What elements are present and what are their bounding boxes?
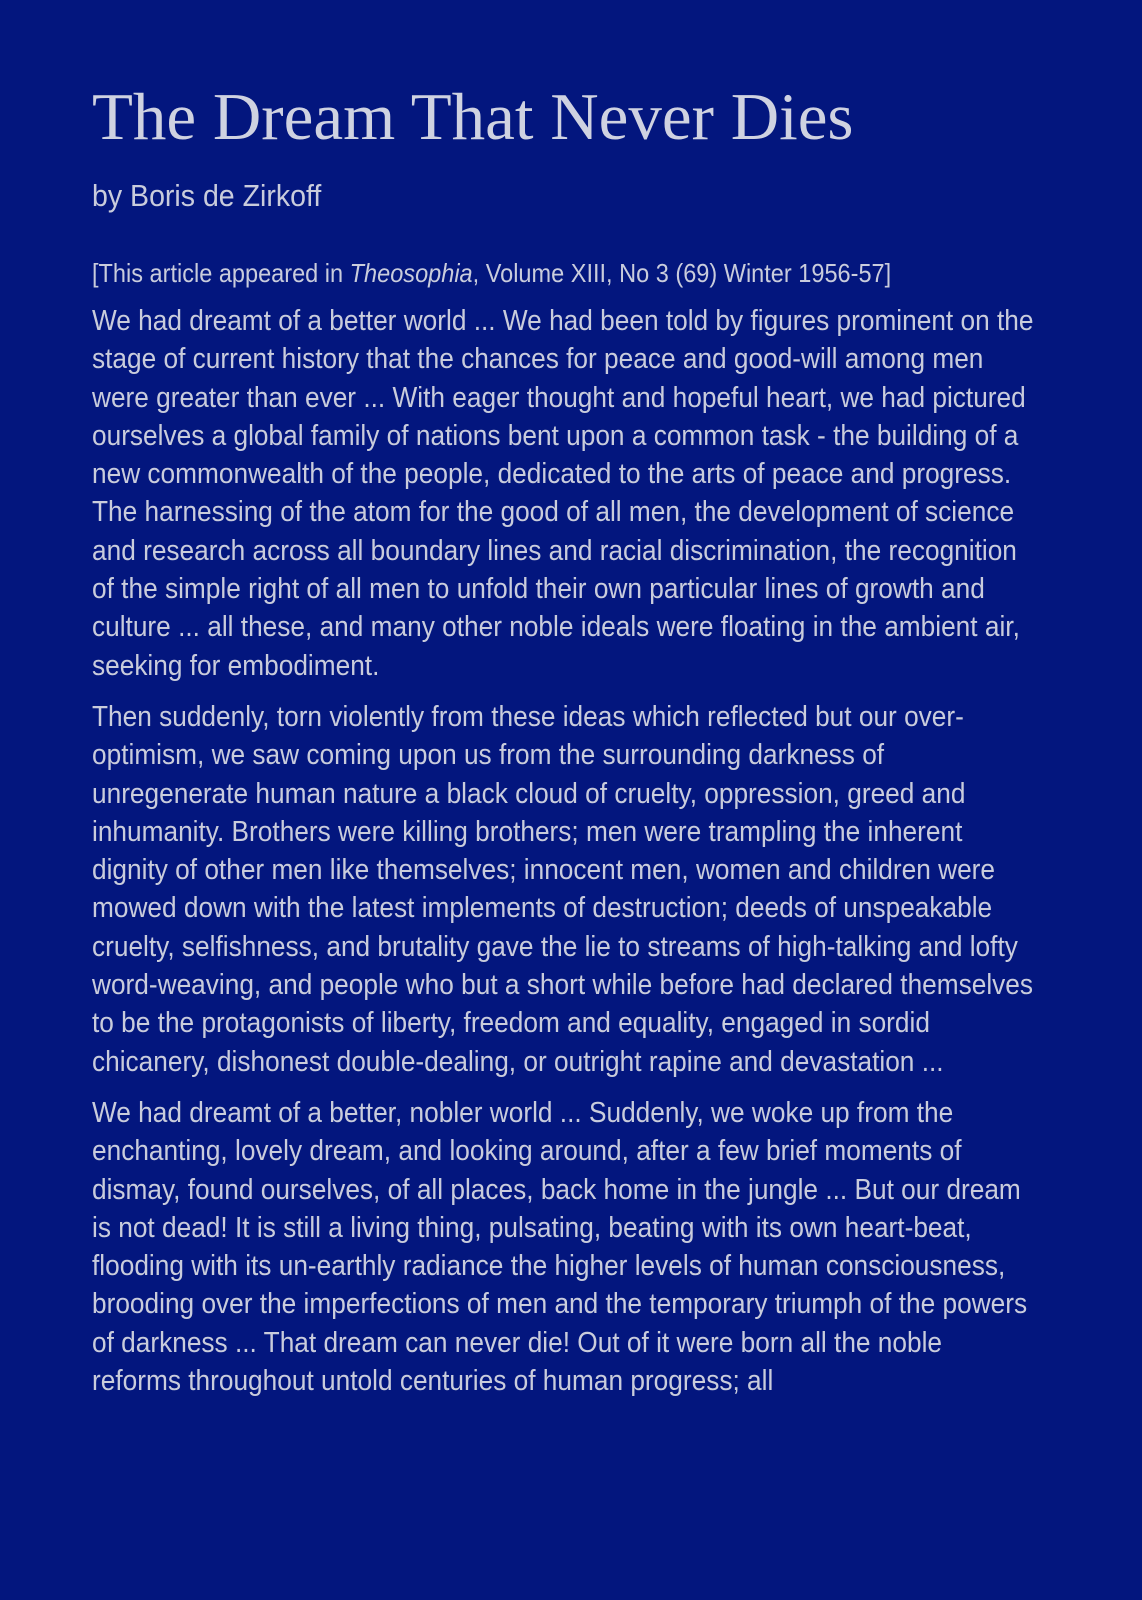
- publication-note: [92, 256, 997, 290]
- publication-name: Theosophia: [349, 258, 473, 288]
- paragraph-2: Then suddenly, torn violently from these ideas which reflected but our over-optimism, we saw coming upon us from the surrounding darkness of unregenerate human nature a black cloud of cruelty, oppression, greed and inhumanity. Brothers were killing brothers; men were trampling the inherent dignity of other men like themselves; innocent men, women and children were mowed down with the latest implements of destruction; deeds of unspeakable cruelty, selfishness, and brutality gave the lie to streams of high-talking and lofty word-weaving, and people who but a short while before had declared themselves to be the protagonists of liberty, freedom and equality, engaged in sordid chicanery, dishonest double-dealing, or outright rapine and devastation ...: [92, 700, 1034, 1078]
- article-title: The Dream That Never Dies: [92, 80, 854, 154]
- paragraph-1: We had dreamt of a better world ... We had been told by figures prominent on the stage of current history that the chances for peace and good-will among men were greater than ever ... With eager thought and hopeful heart, we had pictured ourselves a global family of nations bent upon a common task - the building of a new commonwealth of the people, dedicated to the arts of peace and progress. The harnessing of the atom for the good of all men, the development of science and research across all boundary lines and racial discrimination, the recognition of the simple right of all men to unfold their own particular lines of growth and culture ... all these, and many other noble ideals were floating in the ambient air, seeking for embodiment.: [92, 305, 1034, 682]
- publication-note-prefix: [This article appeared in: [92, 258, 350, 288]
- publication-note-suffix: , Volume XIII, No 3 (69) Winter 1956-57]: [472, 258, 892, 288]
- paragraph-3: We had dreamt of a better, nobler world ... Suddenly, we woke up from the enchanting, lovely dream, and looking around, after a few brief moments of dismay, found ourselves, of all places, back home in the jungle ... But our dream is not dead! It is still a living thing, pulsating, beating with its own heart-beat, flooding with its un-earthly radiance the higher levels of human consciousness, brooding over the imperfections of men and the temporary triumph of the powers of darkness ... That dream can never die! Out of it were born all the noble reforms throughout untold centuries of human progress; all: [92, 1096, 1028, 1398]
- article-byline: by Boris de Zirkoff: [92, 178, 322, 213]
